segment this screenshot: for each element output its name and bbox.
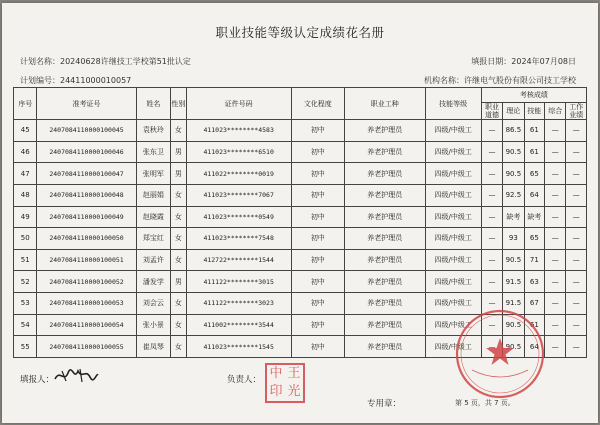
name-cell: 刘孟许 [136, 249, 171, 271]
level-cell: 四级/中级工 [425, 120, 481, 142]
seal-label: 专用章： [367, 399, 402, 409]
page-indicator: 第 5 页，共 7 页。 [455, 399, 515, 407]
seq-cell: 49 [14, 206, 37, 228]
theory-score-cell: 86.5 [503, 120, 524, 142]
job-cell: 养老护理员 [344, 184, 425, 206]
education-cell: 初中 [291, 120, 344, 142]
doc-title: 职业技能等级认定成绩花名册 [215, 25, 385, 40]
theory-score-cell: 93 [503, 228, 524, 250]
header-comprehensive: 综合 [545, 103, 566, 120]
skill-score-cell: 61 [524, 141, 544, 163]
cert-no-cell: 411122********3023 [186, 293, 291, 315]
name-cell: 赵晓霞 [136, 206, 171, 228]
table-row [14, 228, 587, 250]
comprehensive-score-cell: — [545, 314, 566, 336]
name-cell: 崔凤琴 [136, 336, 171, 358]
exam-no-cell: 2407084110000100052 [37, 271, 136, 293]
cert-no-cell: 411002********3544 [186, 314, 291, 336]
level-cell: 四级/中级工 [425, 336, 481, 358]
job-cell: 养老护理员 [344, 271, 425, 293]
performance-score-cell: — [566, 336, 587, 358]
performance-score-cell: — [566, 293, 587, 315]
theory-score-cell: 90.5 [503, 249, 524, 271]
skill-score-cell: 64 [524, 336, 544, 358]
moral-score-cell: — [481, 228, 502, 250]
performance-score-cell: — [566, 228, 587, 250]
header-theory: 理论 [503, 103, 524, 120]
header-moral: 职业道德 [481, 103, 502, 120]
education-cell: 初中 [291, 141, 344, 163]
exam-no-cell: 2407084110000100045 [37, 120, 136, 142]
name-cell: 刘会云 [136, 293, 171, 315]
gender-cell: 女 [171, 120, 186, 142]
header-performance: 工作业绩 [566, 103, 587, 120]
theory-score-cell: 91.5 [503, 293, 524, 315]
level-cell: 四级/中级工 [425, 293, 481, 315]
seal-char: 中 [269, 366, 283, 381]
header-cert-no: 证件号码 [186, 88, 291, 120]
name-cell: 张明军 [136, 163, 171, 185]
job-cell: 养老护理员 [344, 141, 425, 163]
table-row [14, 120, 587, 142]
comprehensive-score-cell: — [545, 293, 566, 315]
seq-cell: 53 [14, 293, 37, 315]
comprehensive-score-cell: — [545, 163, 566, 185]
performance-score-cell: — [566, 120, 587, 142]
table-row [14, 163, 587, 185]
personal-seal [265, 363, 305, 403]
header-education: 文化程度 [291, 88, 344, 120]
moral-score-cell: — [481, 184, 502, 206]
seq-cell: 52 [14, 271, 37, 293]
org-name: 机构名称：许继电气股份有限公司技工学校 [424, 76, 576, 85]
comprehensive-score-cell: — [545, 206, 566, 228]
header-skill: 技能 [524, 103, 544, 120]
moral-score-cell: — [481, 249, 502, 271]
performance-score-cell: — [566, 314, 587, 336]
level-cell: 四级/中级工 [425, 184, 481, 206]
name-cell: 赵丽娟 [136, 184, 171, 206]
gender-cell: 女 [171, 249, 186, 271]
cert-no-cell: 411023********0549 [186, 206, 291, 228]
exam-no-cell: 2407084110000100046 [37, 141, 136, 163]
education-cell: 初中 [291, 336, 344, 358]
skill-score-cell: 67 [524, 293, 544, 315]
exam-no-cell: 2407084110000100051 [37, 249, 136, 271]
theory-score-cell: 90.5 [503, 141, 524, 163]
skill-score-cell: 65 [524, 228, 544, 250]
plan-name: 计划名称：20240628许继技工学校第51批认定 [20, 57, 191, 66]
seq-cell: 51 [14, 249, 37, 271]
comprehensive-score-cell: — [545, 120, 566, 142]
table-row [14, 141, 587, 163]
header-seq: 序号 [14, 88, 37, 120]
table-row [14, 184, 587, 206]
performance-score-cell: — [566, 206, 587, 228]
skill-score-cell: 缺考 [524, 206, 544, 228]
level-cell: 四级/中级工 [425, 271, 481, 293]
level-cell: 四级/中级工 [425, 249, 481, 271]
header-exam-no: 准考证号 [37, 88, 136, 120]
moral-score-cell: — [481, 314, 502, 336]
cert-no-cell: 411022********0019 [186, 163, 291, 185]
gender-cell: 男 [171, 271, 186, 293]
job-cell: 养老护理员 [344, 249, 425, 271]
comprehensive-score-cell: — [545, 336, 566, 358]
moral-score-cell: — [481, 141, 502, 163]
gender-cell: 女 [171, 206, 186, 228]
theory-score-cell: 91.5 [503, 271, 524, 293]
moral-score-cell: — [481, 120, 502, 142]
education-cell: 初中 [291, 249, 344, 271]
exam-no-cell: 2407084110000100048 [37, 184, 136, 206]
official-round-seal [454, 308, 546, 400]
job-cell: 养老护理员 [344, 293, 425, 315]
education-cell: 初中 [291, 293, 344, 315]
level-cell: 四级/中级工 [425, 141, 481, 163]
header-job: 职业工种 [344, 88, 425, 120]
education-cell: 初中 [291, 206, 344, 228]
gender-cell: 女 [171, 314, 186, 336]
seal-char: 王 [287, 366, 301, 381]
job-cell: 养老护理员 [344, 163, 425, 185]
table-row [14, 249, 587, 271]
skill-score-cell: 71 [524, 249, 544, 271]
header-scores: 考核成绩 [481, 88, 586, 103]
performance-score-cell: — [566, 184, 587, 206]
moral-score-cell: — [481, 206, 502, 228]
theory-score-cell: 90.5 [503, 336, 524, 358]
level-cell: 四级/中级工 [425, 228, 481, 250]
skill-score-cell: 61 [524, 314, 544, 336]
filler-label: 填报人： [20, 375, 55, 385]
cert-no-cell: 412722********1544 [186, 249, 291, 271]
gender-cell: 男 [171, 141, 186, 163]
exam-no-cell: 2407084110000100054 [37, 314, 136, 336]
performance-score-cell: — [566, 271, 587, 293]
gender-cell: 女 [171, 336, 186, 358]
skill-score-cell: 61 [524, 120, 544, 142]
seq-cell: 48 [14, 184, 37, 206]
theory-score-cell: 90.5 [503, 163, 524, 185]
comprehensive-score-cell: — [545, 271, 566, 293]
name-cell: 袁秋玲 [136, 120, 171, 142]
skill-score-cell: 65 [524, 163, 544, 185]
cert-no-cell: 411122********3015 [186, 271, 291, 293]
name-cell: 张东卫 [136, 141, 171, 163]
exam-no-cell: 2407084110000100055 [37, 336, 136, 358]
plan-number: 计划编号：24411000010057 [20, 76, 132, 85]
exam-no-cell: 2407084110000100047 [37, 163, 136, 185]
theory-score-cell: 92.5 [503, 184, 524, 206]
name-cell: 张小景 [136, 314, 171, 336]
seal-char: 印 [269, 384, 283, 399]
skill-score-cell: 64 [524, 184, 544, 206]
moral-score-cell: — [481, 293, 502, 315]
moral-score-cell: — [481, 271, 502, 293]
gender-cell: 男 [171, 163, 186, 185]
exam-no-cell: 2407084110000100050 [37, 228, 136, 250]
gender-cell: 女 [171, 293, 186, 315]
job-cell: 养老护理员 [344, 120, 425, 142]
filler-signature [52, 365, 100, 385]
level-cell: 四级/中级工 [425, 206, 481, 228]
exam-no-cell: 2407084110000100049 [37, 206, 136, 228]
seq-cell: 55 [14, 336, 37, 358]
education-cell: 初中 [291, 163, 344, 185]
exam-no-cell: 2407084110000100053 [37, 293, 136, 315]
job-cell: 养老护理员 [344, 206, 425, 228]
performance-score-cell: — [566, 163, 587, 185]
cert-no-cell: 411023********4583 [186, 120, 291, 142]
fill-date: 填报日期：2024年07月08日 [471, 57, 576, 66]
cert-no-cell: 411023********7067 [186, 184, 291, 206]
moral-score-cell: — [481, 163, 502, 185]
gender-cell: 女 [171, 228, 186, 250]
header-gender: 性别 [171, 88, 186, 120]
education-cell: 初中 [291, 314, 344, 336]
performance-score-cell: — [566, 141, 587, 163]
table-row [14, 271, 587, 293]
name-cell: 郑宝红 [136, 228, 171, 250]
level-cell: 四级/中级工 [425, 314, 481, 336]
job-cell: 养老护理员 [344, 228, 425, 250]
cert-no-cell: 411023********1545 [186, 336, 291, 358]
roster-sheet [2, 3, 598, 423]
education-cell: 初中 [291, 184, 344, 206]
moral-score-cell: — [481, 336, 502, 358]
gender-cell: 女 [171, 184, 186, 206]
responsible-label: 负责人： [227, 375, 262, 385]
performance-score-cell: — [566, 249, 587, 271]
education-cell: 初中 [291, 228, 344, 250]
name-cell: 潘发学 [136, 271, 171, 293]
job-cell: 养老护理员 [344, 336, 425, 358]
seq-cell: 50 [14, 228, 37, 250]
seq-cell: 46 [14, 141, 37, 163]
comprehensive-score-cell: — [545, 228, 566, 250]
cert-no-cell: 411023********7548 [186, 228, 291, 250]
level-cell: 四级/中级工 [425, 163, 481, 185]
comprehensive-score-cell: — [545, 249, 566, 271]
cert-no-cell: 411023********6510 [186, 141, 291, 163]
seal-char: 光 [287, 384, 301, 399]
comprehensive-score-cell: — [545, 184, 566, 206]
header-level: 技能等级 [425, 88, 481, 120]
seq-cell: 54 [14, 314, 37, 336]
seq-cell: 47 [14, 163, 37, 185]
skill-score-cell: 63 [524, 271, 544, 293]
theory-score-cell: 缺考 [503, 206, 524, 228]
job-cell: 养老护理员 [344, 314, 425, 336]
education-cell: 初中 [291, 271, 344, 293]
theory-score-cell: 90.5 [503, 314, 524, 336]
header-name: 姓名 [136, 88, 171, 120]
comprehensive-score-cell: — [545, 141, 566, 163]
seq-cell: 45 [14, 120, 37, 142]
table-row [14, 206, 587, 228]
